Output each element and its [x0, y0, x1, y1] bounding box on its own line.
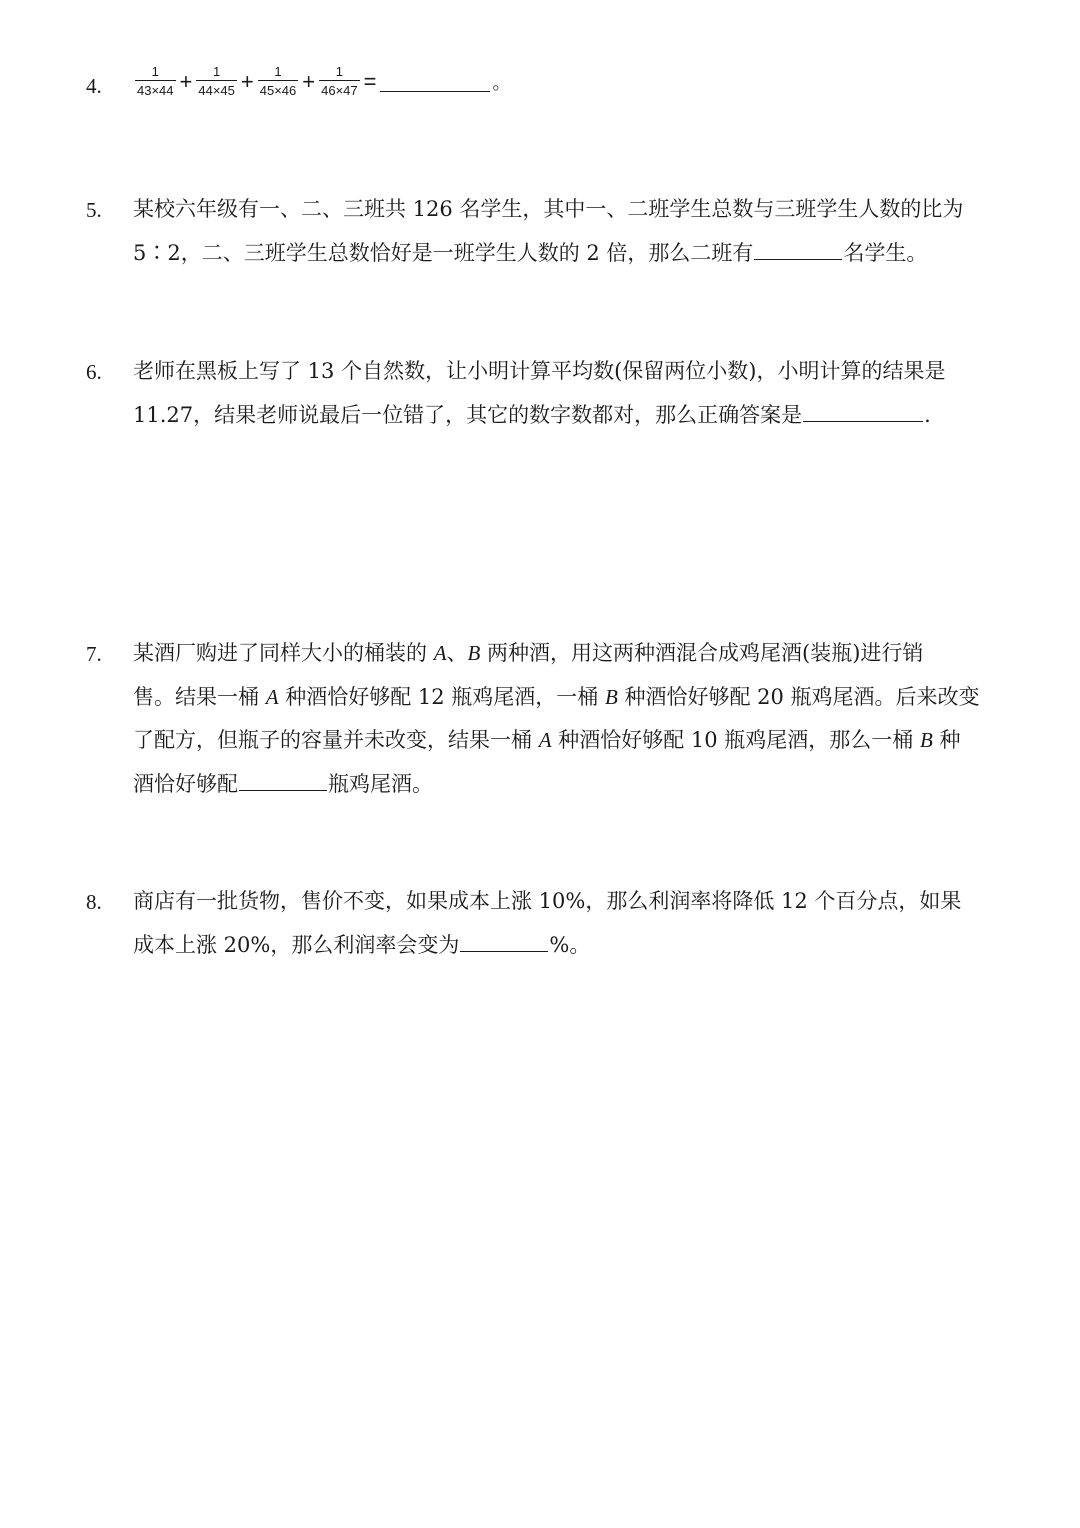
question-body [133, 880, 1013, 967]
question-number: 4. [86, 74, 102, 98]
text-line: 某酒厂购进了同样大小的桶装的 A、B 两种酒，用这两种酒混合成鸡尾酒(装瓶)进行销 [133, 641, 924, 665]
text-line: 商店有一批货物，售价不变，如果成本上涨 10%，那么利润率将降低 12 个百分点，如果 [133, 889, 962, 913]
text-line: 某校六年级有一、二、三班共 126 名学生，其中一、二班学生总数与三班学生人数的比为 [133, 197, 964, 221]
question-body [133, 188, 1013, 275]
text-line: 11.27，结果老师说最后一位错了，其它的数字数都对，那么正确答案是 . [133, 394, 1013, 438]
question-number: 8. [86, 890, 102, 914]
plus-sign: + [179, 68, 193, 94]
answer-blank[interactable] [460, 927, 548, 952]
text-line: 售。结果一桶 A 种酒恰好够配 12 瓶鸡尾酒，一桶 B 种酒恰好够配 20 瓶鸡尾酒。后来改变 [133, 684, 980, 709]
question-body [133, 632, 1013, 806]
question-number: 6. [86, 360, 102, 384]
question-number: 7. [86, 642, 102, 666]
question-number: 5. [86, 198, 102, 222]
fraction: $\frac{1}{45\times 46}$ [259, 64, 297, 98]
text-line: 酒恰好够配 瓶鸡尾酒。 [133, 763, 1013, 807]
answer-blank[interactable] [803, 397, 923, 422]
equals-sign: = [363, 68, 377, 94]
question-body [133, 64, 1013, 99]
text-line: 5∶2，二、三班学生总数恰好是一班学生人数的 2 倍，那么二班有 名学生。 [133, 232, 1013, 276]
answer-blank[interactable] [380, 71, 490, 92]
answer-blank[interactable] [239, 766, 327, 791]
question-body [133, 350, 1013, 437]
plus-sign: + [240, 68, 254, 94]
end-punct: 。 [492, 72, 511, 93]
text-line: 老师在黑板上写了 13 个自然数，让小明计算平均数(保留两位小数)，小明计算的结果是 [133, 359, 946, 383]
plus-sign: + [302, 68, 316, 94]
text-line: 成本上涨 20%，那么利润率会变为 %。 [133, 924, 1013, 968]
text-line: 了配方，但瓶子的容量并未改变，结果一桶 A 种酒恰好够配 10 瓶鸡尾酒，那么一桶 B 种 [133, 728, 961, 752]
fraction: $\frac{1}{43\times 44}$ [137, 64, 174, 98]
fraction: $\frac{1}{44\times 45}$ [198, 64, 235, 98]
fraction: $\frac{1}{46\times 47}$ [321, 64, 358, 98]
answer-blank[interactable] [754, 235, 842, 260]
